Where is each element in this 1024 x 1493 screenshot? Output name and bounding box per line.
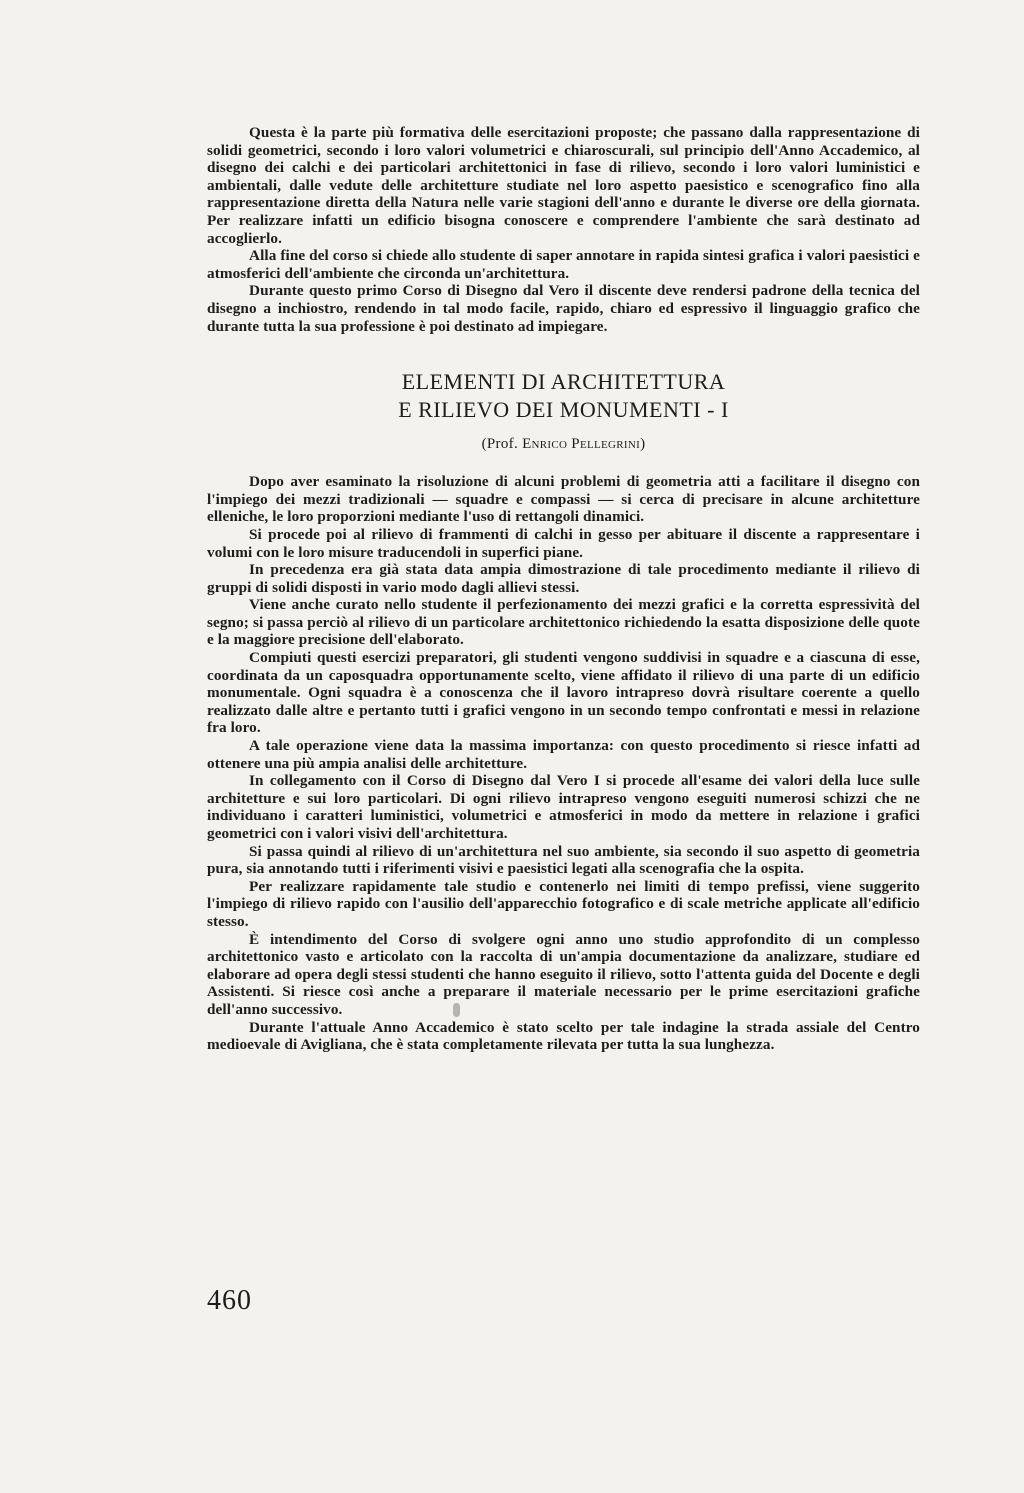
page-number: 460 bbox=[207, 1285, 252, 1316]
author-prefix: (Prof. bbox=[481, 436, 523, 453]
body-paragraph-4: Viene anche curato nello studente il perfezionamento dei mezzi grafici e la corretta espressività del segno; si passa perciò al rilievo di un particolare architettonico richiedendo la esatta disposizione delle quote e la maggiore precisione dell'elaborato. bbox=[207, 596, 920, 649]
section-title-line-2: E RILIEVO DEI MONUMENTI - I bbox=[398, 397, 729, 423]
author-line bbox=[207, 436, 920, 453]
scan-smudge bbox=[453, 1003, 460, 1017]
body-paragraph-1: Dopo aver esaminato la risoluzione di alcuni problemi di geometria atti a facilitare il disegno con l'impiego dei mezzi tradizionali — squadre e compassi — si cerca di precisare in alcune architetture elleniche, le loro proporzioni mediante l'uso di rettangoli dinamici. bbox=[207, 473, 920, 526]
intro-paragraph-3: Durante questo primo Corso di Disegno dal Vero il discente deve rendersi padrone della tecnica del disegno a inchiostro, rendendo in tal modo facile, rapido, chiaro ed espressivo il linguaggio grafico che durante tutta la sua professione è poi destinato ad impiegare. bbox=[207, 282, 920, 335]
body-paragraph-9: Per realizzare rapidamente tale studio e contenerlo nei limiti di tempo prefissi, viene suggerito l'impiego di rilievo rapido con l'ausilio dell'apparecchio fotografico e di scale metriche applicate all'edificio stesso. bbox=[207, 877, 920, 930]
author-suffix: ) bbox=[640, 436, 646, 453]
body-paragraph-2: Si procede poi al rilievo di frammenti di calchi in gesso per abituare il discente a rappresentare i volumi con le loro misure traducendoli in superfici piane. bbox=[207, 525, 920, 561]
section-title-line-1: ELEMENTI DI ARCHITETTURA bbox=[401, 369, 726, 395]
body-paragraph-7: In collegamento con il Corso di Disegno dal Vero I si procede all'esame dei valori della luce sulle architetture e sui loro particolari. Di ogni rilievo intrapreso vengono eseguiti numerosi schizzi che ne individuano i caratteri luministici, volumetrici e atmosferici in modo da mettere in relazione i grafici geometrici con i valori visivi dell'architettura. bbox=[207, 772, 920, 842]
author-name: Enrico Pellegrini bbox=[522, 436, 641, 453]
body-paragraph-3: In precedenza era già stata data ampia dimostrazione di tale procedimento mediante il rilievo di gruppi di solidi disposti in vario modo dagli allievi stessi. bbox=[207, 561, 920, 596]
body-paragraph-8: Si passa quindi al rilievo di un'architettura nel suo ambiente, sia secondo il suo aspetto di geometria pura, sia annotando tutti i riferimenti visivi e paesistici legati alla scenografia che la ospita. bbox=[207, 842, 920, 878]
text-column bbox=[207, 124, 920, 1054]
body-paragraph-5: Compiuti questi esercizi preparatori, gli studenti vengono suddivisi in squadre e a ciascuna di esse, coordinata da un caposquadra opportunamente scelto, viene affidato il rilievo di una parte di un edificio monumentale. Ogni squadra è a conoscenza che il lavoro intrapreso dovrà risultare coerente a quello realizzato dalle altre e pertanto tutti i grafici vengono in un secondo tempo confrontati e messi in relazione fra loro. bbox=[207, 649, 920, 737]
intro-paragraph-2: Alla fine del corso si chiede allo studente di saper annotare in rapida sintesi grafica i valori paesistici e atmosferici dell'ambiente che circonda un'architettura. bbox=[207, 247, 920, 282]
intro-paragraph-1: Questa è la parte più formativa delle esercitazioni proposte; che passano dalla rappresentazione di solidi geometrici, secondo i loro valori volumetrici e chiaroscurali, sul principio dell'Anno Accademico, al disegno dei calchi e dei particolari architettonici in fase di rilievo, secondo i loro valori luministici e ambientali, dalle vedute delle architetture studiate nel loro aspetto paesistico e scenografico fino alla rappresentazione diretta della Natura nelle varie stagioni dell'anno e durante le diverse ore della giornata. Per realizzare infatti un edificio bisogna conoscere e comprendere l'ambiente che sarà destinato ad accoglierlo. bbox=[207, 124, 920, 247]
body-paragraph-6: A tale operazione viene data la massima importanza: con questo procedimento si riesce infatti ad ottenere una più ampia analisi delle architetture. bbox=[207, 737, 920, 772]
body-paragraph-11: Durante l'attuale Anno Accademico è stato scelto per tale indagine la strada assiale del Centro medioevale di Avigliana, che è stata completamente rilevata per tutta la sua lunghezza. bbox=[207, 1018, 920, 1054]
body-paragraph-10: È intendimento del Corso di svolgere ogni anno uno studio approfondito di un complesso architettonico vasto e articolato con la raccolta di un'ampia documentazione da analizzare, studiare ed elaborare ad opera degli stessi studenti che hanno eseguito il rilievo, sotto l'attenta guida del Docente e degli Assistenti. Si riesce così anche a preparare il materiale necessario per le prime esercitazioni grafiche dell'anno successivo. bbox=[207, 930, 920, 1018]
section-heading bbox=[207, 368, 920, 424]
